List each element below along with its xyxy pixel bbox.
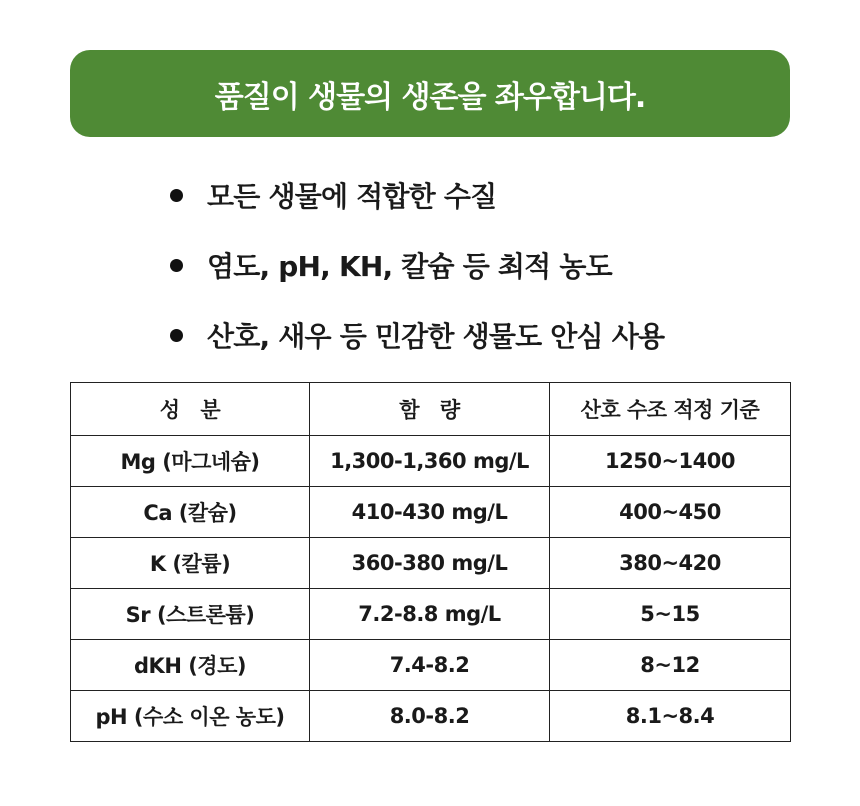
table-row	[71, 691, 791, 742]
feature-text: 염도, pH, KH, 칼슘 등 최적 농도	[207, 250, 612, 283]
cell-component: Mg (마그네슘)	[71, 436, 310, 487]
table-row	[71, 487, 791, 538]
cell-component: pH (수소 이온 농도)	[71, 691, 310, 742]
cell-content: 1,300-1,360 mg/L	[310, 436, 550, 487]
composition-table	[70, 382, 791, 742]
table-row	[71, 538, 791, 589]
cell-component: Ca (칼슘)	[71, 487, 310, 538]
bullet-icon	[170, 329, 183, 342]
header-content: 함 량	[310, 383, 550, 436]
table-row	[71, 436, 791, 487]
table-row	[71, 640, 791, 691]
feature-item	[170, 300, 664, 370]
cell-component: dKH (경도)	[71, 640, 310, 691]
header-component: 성 분	[71, 383, 310, 436]
cell-content: 7.2-8.8 mg/L	[310, 589, 550, 640]
feature-list	[170, 160, 664, 370]
table-row	[71, 589, 791, 640]
table-header-row	[71, 383, 791, 436]
cell-standard: 8.1~8.4	[550, 691, 791, 742]
cell-content: 7.4-8.2	[310, 640, 550, 691]
bullet-icon	[170, 259, 183, 272]
cell-standard: 400~450	[550, 487, 791, 538]
cell-component: K (칼륨)	[71, 538, 310, 589]
feature-item	[170, 160, 664, 230]
banner-title: 품질이 생물의 생존을 좌우합니다.	[214, 79, 646, 115]
feature-text: 산호, 새우 등 민감한 생물도 안심 사용	[207, 320, 665, 353]
cell-content: 360-380 mg/L	[310, 538, 550, 589]
cell-standard: 380~420	[550, 538, 791, 589]
bullet-icon	[170, 189, 183, 202]
cell-standard: 5~15	[550, 589, 791, 640]
cell-standard: 8~12	[550, 640, 791, 691]
cell-content: 410-430 mg/L	[310, 487, 550, 538]
feature-text: 모든 생물에 적합한 수질	[207, 180, 497, 213]
title-banner	[70, 50, 790, 137]
header-standard: 산호 수조 적정 기준	[550, 383, 791, 436]
feature-item	[170, 230, 664, 300]
cell-content: 8.0-8.2	[310, 691, 550, 742]
cell-component: Sr (스트론튬)	[71, 589, 310, 640]
cell-standard: 1250~1400	[550, 436, 791, 487]
